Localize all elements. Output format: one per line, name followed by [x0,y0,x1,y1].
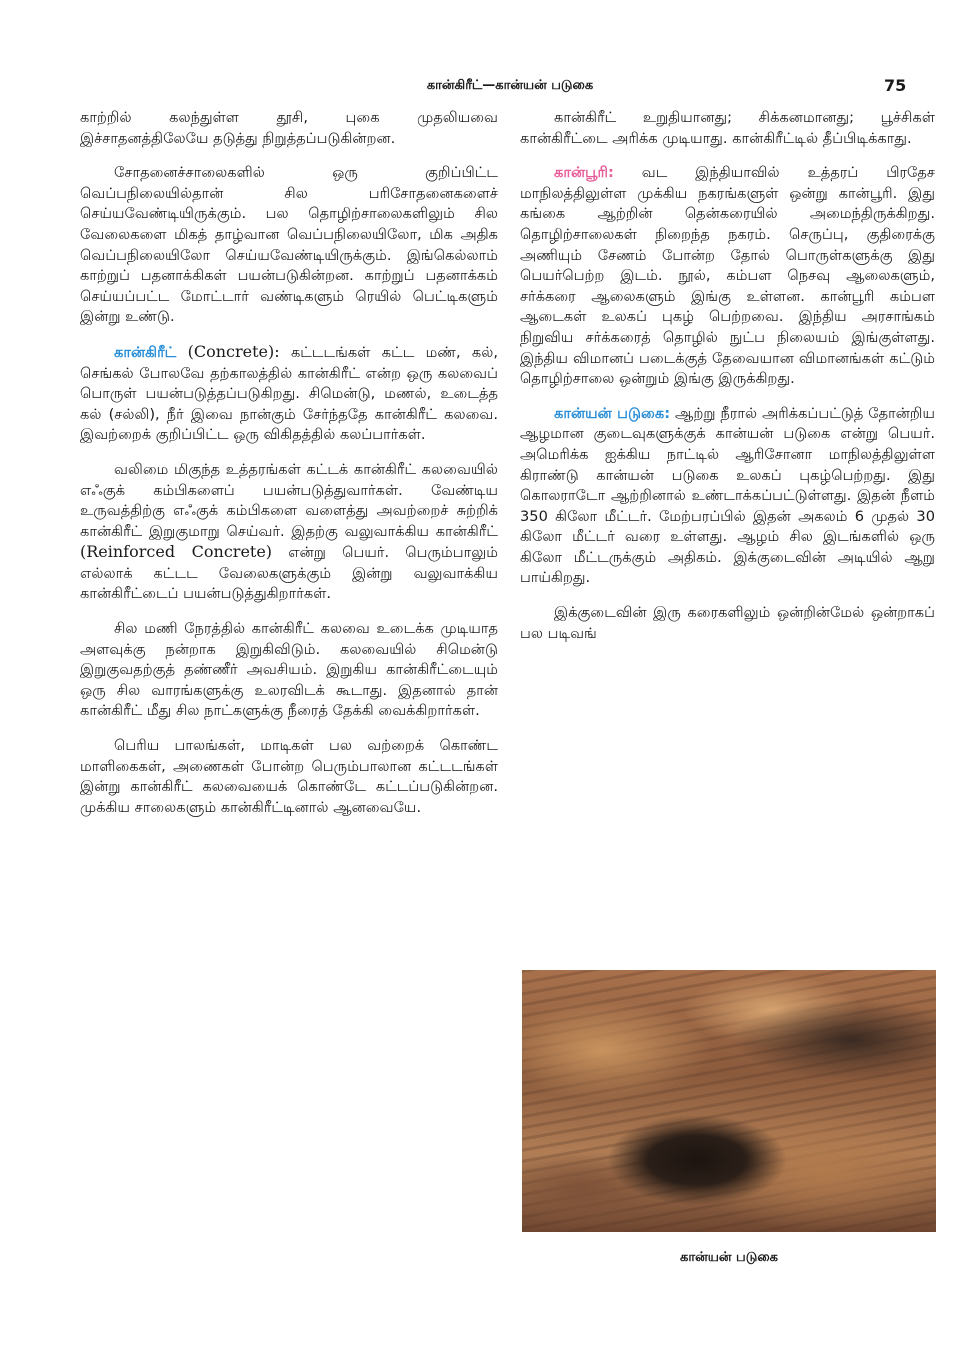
paragraph: காற்றில் கலந்துள்ள தூசி, புகை முதலியவை இச்சாதனத்திலேயே தடுத்து நிறுத்தப்படுகின்றன. [80,109,498,147]
paragraph-text: வலிமை மிகுந்த உத்தரங்கள் கட்டக் கான்கிரீட் கலவையில் எஃகுக் கம்பிகளைப் பயன்படுத்துவார்கள். வேண்டிய உருவத்திற்கு எஃகுக் கம்பிகளை வளைத்து அவற்றைச் சுற்றிக் கான்கிரீட் இறுகுமாறு செய்வர். இதற்கு வலுவாக்கிய கான்கிரீட் [80,460,498,540]
entry-latin-term: (Concrete): [187,341,280,361]
entry-concrete [80,342,498,446]
canyon-photo [522,970,936,1232]
paragraph [80,460,498,605]
running-title: கான்கிரீட்—கான்யன் படுகை [426,78,594,93]
paragraph: கான்கிரீட் உறுதியானது; சிக்கனமானது; பூச்சிகள் கான்கிரீட்டை அரிக்க முடியாது. கான்கிரீட்டில் தீப்பிடிக்காது. [520,109,935,147]
paragraph: இக்குடைவின் இரு கரைகளிலும் ஒன்றின்மேல் ஒன்றாகப் பல படிவங் [520,604,935,642]
paragraph: சோதனைச்சாலைகளில் ஒரு குறிப்பிட்ட வெப்பநிலையில்தான் சில பரிசோதனைகளைச் செய்யவேண்டியிருக்கும். பல தொழிற்சாலைகளிலும் சில வேலைகளை மிகத் தாழ்வான வெப்பநிலையிலோ, மிக அதிக வெப்பநிலையிலோ செய்யவேண்டியிருக்கும். இங்கெல்லாம் காற்றுப் பதனாக்கிகள் பயன்படுகின்றன. காற்றுப் பதனாக்கம் செய்யப்பட்ட மோட்டார் வண்டிகளும் ரெயில் பெட்டிகளும் இன்று உண்டு. [80,164,498,326]
paragraph: சில மணி நேரத்தில் கான்கிரீட் கலவை உடைக்க முடியாத அளவுக்கு நன்றாக இறுகிவிடும். கலவையில் சிமென்டு இறுகுவதற்குத் தண்ணீர் அவசியம். இறுகிய கான்கிரீட்டையும் ஒரு சில வாரங்களுக்கு உலரவிடக் கூடாது. இதனால் தான் கான்கிரீட் மீது சில நாட்களுக்கு நீரைத் தேக்கி வைக்கிறார்கள். [80,620,498,720]
paragraph-text: என்று பெயர். பெரும்பாலும் எல்லாக் கட்டட வேலைகளுக்கும் இன்று வலுவாக்கிய கான்கிரீட்டைப் பயன்படுத்துகிறார்கள். [80,544,499,603]
right-column [520,108,935,658]
latin-term: (Reinforced Concrete) [80,542,273,562]
entry-heading: கான்கிரீட் [114,343,177,361]
entry-kanpur [520,163,935,390]
entry-body: கட்டடங்கள் கட்ட மண், கல், செங்கல் போலவே தற்காலத்தில் கான்கிரீட் என்ற ஒரு கலவைப் பொருள் பயன்படுத்தப்படுகிறது. சிமென்டு, மணல், உடைத்த கல் (சல்லி), நீர் இவை நான்கும் சேர்ந்ததே கான்கிரீட் கலவை. இவற்றைக் குறிப்பிட்ட ஒரு விகிதத்தில் கலப்பார்கள். [80,343,499,444]
figure-caption: கான்யன் படுகை [680,1250,778,1265]
paragraph: பெரிய பாலங்கள், மாடிகள் பல வற்றைக் கொண்ட மாளிகைகள், அணைகள் போன்ற பெரும்பாலான கட்டடங்கள் இன்று கான்கிரீட் கலவையைக் கொண்டே கட்டப்படுகின்றன. முக்கிய சாலைகளும் கான்கிரீட்டினால் ஆனவையே. [80,737,498,816]
entry-body: வட இந்தியாவில் உத்தரப் பிரதேச மாநிலத்திலுள்ள முக்கிய நகரங்களுள் ஒன்று கான்பூரி. இது கங்கை ஆற்றின் தென்கரையில் அமைந்திருக்கிறது. தொழிற்சாலைகள் நிறைந்த நகரம். செருப்பு, குதிரைக்கு அணியும் சேணம் போன்ற தோல் பொருள்களுக்கு இது பெயர்பெற்ற இடம். நூல், கம்பள நெசவு ஆலைகளும், சர்க்கரை ஆலைகளும் இங்கு உள்ளன. கான்பூரி கம்பள ஆடைகள் உலகப் புகழ் பெற்றவை. இந்திய அரசாங்கம் நிறுவிய சர்க்கரைத் தொழில் நுட்ப நிலையம் இங்குள்ளது. இந்திய விமானப் படைக்குத் தேவையான விமானங்கள் கட்டும் தொழிற்சாலை ஒன்றும் இங்கு இருக்கிறது. [520,164,935,388]
entry-body: ஆற்று நீரால் அரிக்கப்பட்டுத் தோன்றிய ஆழமான குடைவுகளுக்குக் கான்யன் படுகை என்று பெயர். அமெரிக்க ஐக்கிய நாட்டில் ஆரிசோனா மாநிலத்திலுள்ள கிராண்டு கான்யன் படுகை உலகப் புகழ்பெற்றது. இது கொலராடோ ஆற்றினால் உண்டாக்கப்பட்டுள்ளது. இதன் நீளம் 350 கிலோ மீட்டர். மேற்பரப்பில் இதன் அகலம் 6 முதல் 30 கிலோ மீட்டர் வரை உள்ளது. ஆழம் சில இடங்களில் ஒரு கிலோ மீட்டருக்கும் அதிகம். இக்குடைவின் அடியில் ஆறு பாய்கிறது. [520,404,935,587]
entry-canyon [520,404,935,589]
page-number: 75 [884,76,907,95]
left-column [80,108,498,832]
entry-heading: கான்பூரி: [554,164,614,182]
entry-heading: கான்யன் படுகை: [554,404,671,422]
